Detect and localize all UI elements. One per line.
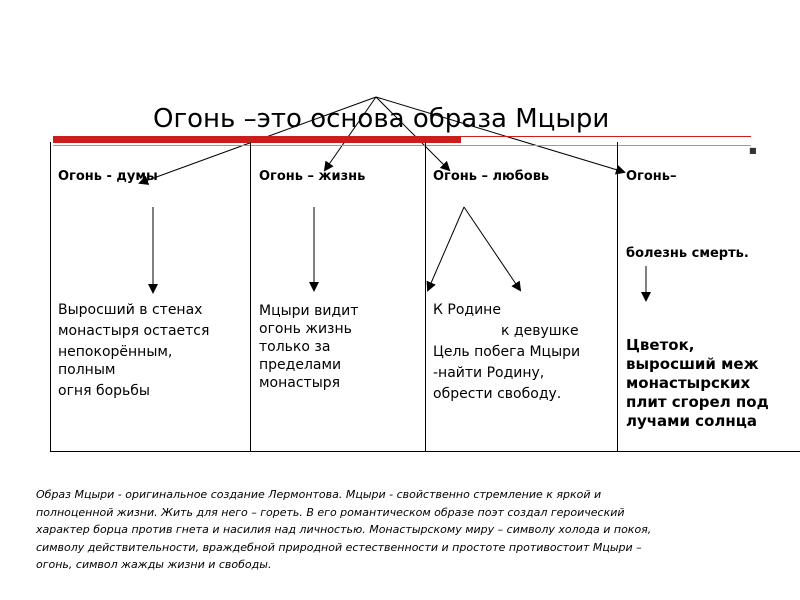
paragraph-line: Образ Мцыри - оригинальное создание Лермонтова. Мцыри - свойственно стремление к яркой и bbox=[36, 488, 602, 501]
cell-line: полным bbox=[58, 362, 116, 378]
cell-line: выросший меж bbox=[626, 355, 759, 373]
cell-line: Цель побега Мцыри bbox=[433, 344, 581, 360]
paragraph-line: характер борца против гнета и насилия над личностью. Монастырскому миру – символу холода и покоя, bbox=[36, 523, 652, 536]
cell-line: монастырских bbox=[626, 374, 751, 392]
cell-line: огонь жизнь bbox=[259, 321, 352, 337]
column-body-zhizn bbox=[259, 302, 358, 392]
cell-line: только за bbox=[259, 339, 331, 355]
corner-mark: ■ bbox=[749, 146, 757, 155]
column-divider bbox=[617, 142, 618, 452]
cell-line: монастыря bbox=[259, 375, 341, 391]
cell-line: лучами солнца bbox=[626, 412, 757, 430]
column-header-dumy: Огонь - думы bbox=[58, 169, 158, 184]
column-header-lyubov: Огонь – любовь bbox=[433, 169, 550, 184]
title-accent-line bbox=[461, 136, 751, 137]
column-divider bbox=[425, 142, 426, 452]
column-body-ogon bbox=[626, 336, 769, 431]
cell-line: пределами bbox=[259, 357, 342, 373]
cell-line: Мцыри видит bbox=[259, 303, 359, 319]
cell-line: огня борьбы bbox=[58, 383, 150, 399]
column-divider bbox=[250, 142, 251, 452]
column-subheader-bolezn: болезнь смерть. bbox=[626, 246, 749, 261]
column-header-zhizn: Огонь – жизнь bbox=[259, 169, 366, 184]
page-title: Огонь –это основа образа Мцыри bbox=[153, 104, 610, 134]
cell-line: Выросший в стенах bbox=[58, 302, 203, 318]
paragraph-line: огонь, символ жажды жизни и свободы. bbox=[36, 558, 272, 571]
column-header-ogon: Огонь– bbox=[626, 169, 677, 184]
cell-line: К Родине bbox=[433, 302, 501, 318]
cell-line: к девушке bbox=[501, 323, 579, 339]
cell-line: монастыря остается bbox=[58, 323, 210, 339]
paragraph-line: полноценной жизни. Жить для него – гореть. В его романтическом образе поэт создал героический bbox=[36, 505, 625, 519]
cell-line: -найти Родину, bbox=[433, 365, 545, 381]
column-body-lyubov bbox=[433, 300, 580, 405]
cell-line: непокорённым, bbox=[58, 344, 173, 360]
summary-paragraph bbox=[36, 486, 792, 574]
paragraph-line: символу действительности, враждебной природной естественности и простоте противостоит Мцыри – bbox=[36, 540, 642, 554]
cell-line: обрести свободу. bbox=[433, 386, 562, 402]
cell-line: Цветок, bbox=[626, 336, 695, 354]
cell-line: плит сгорел под bbox=[626, 393, 769, 411]
column-body-dumy bbox=[58, 300, 209, 402]
